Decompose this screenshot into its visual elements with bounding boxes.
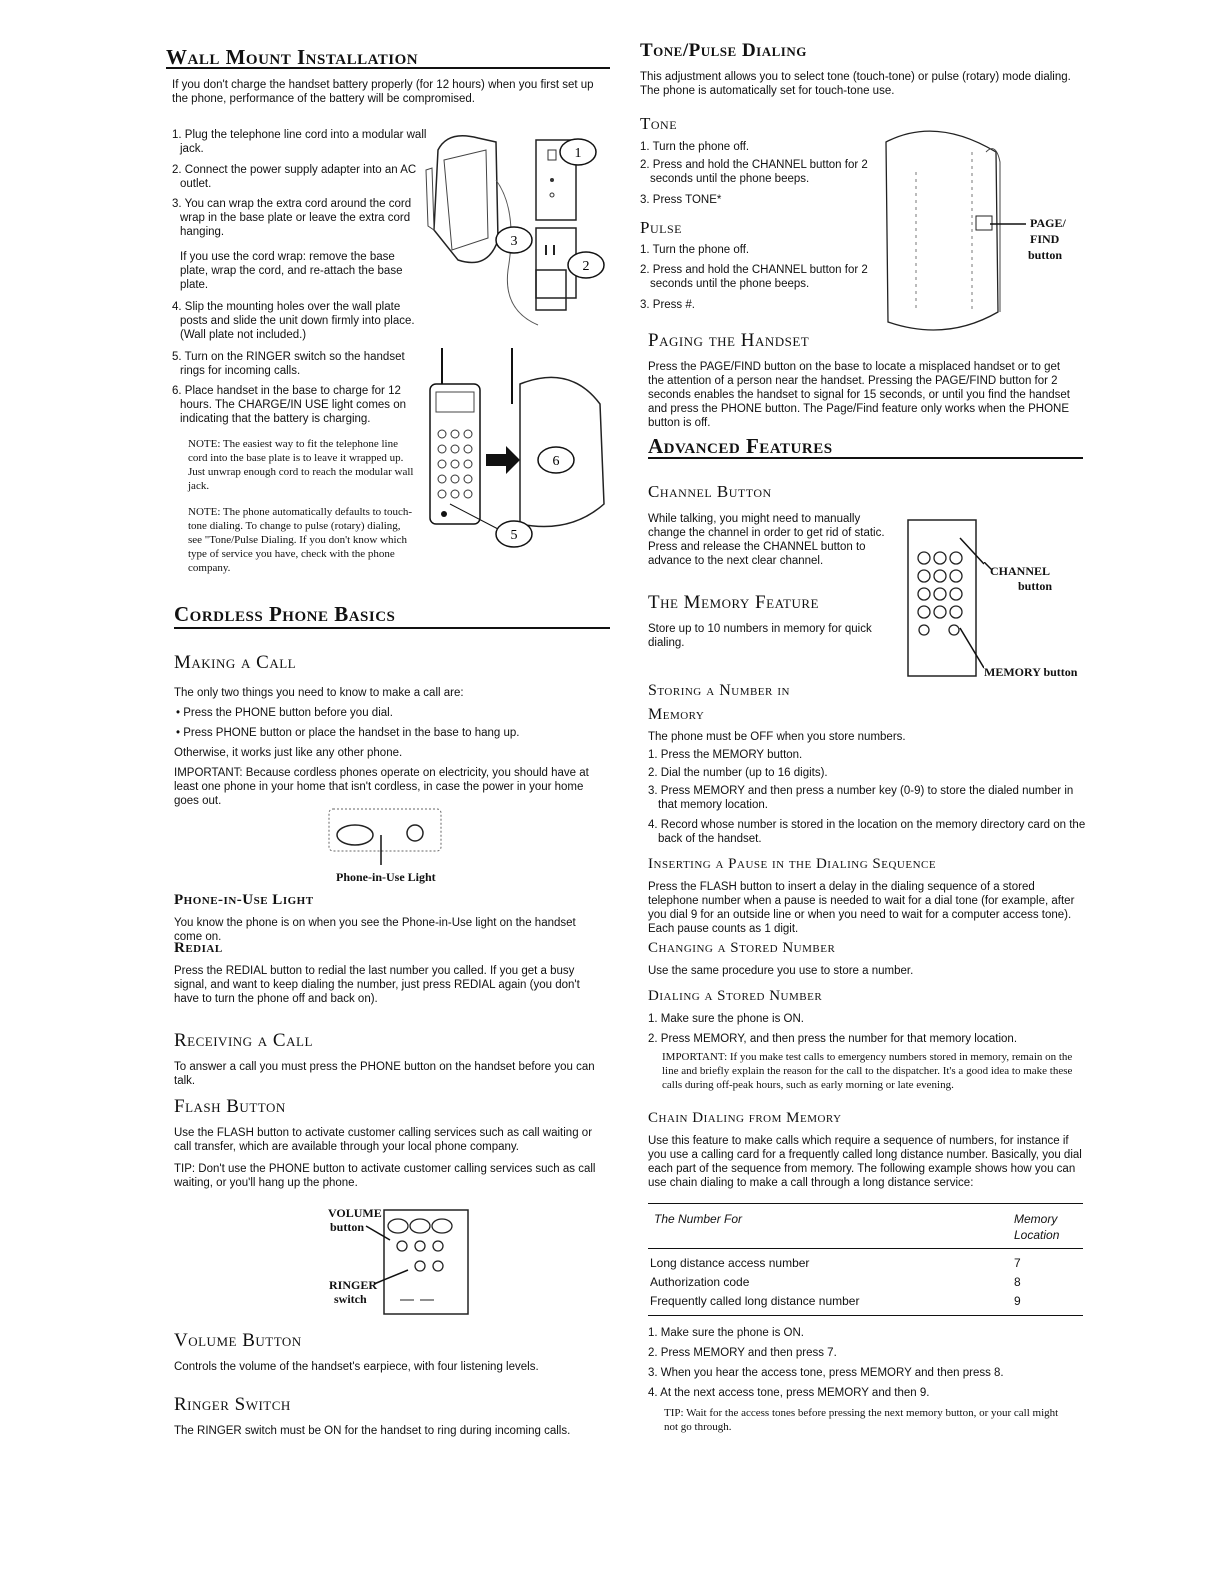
ringer-switch-text: The RINGER switch must be ON for the handset to ring during incoming calls.: [174, 1425, 571, 1437]
dialing-number-title: Dialing a Stored Number: [648, 988, 823, 1004]
storing-number-title-2: Memory: [648, 706, 705, 723]
volume-button-label-2: button: [330, 1220, 365, 1234]
cordless-basics-title: Cordless Phone Basics: [174, 602, 396, 626]
ringer-switch-label-2: switch: [334, 1292, 367, 1306]
page-find-label-1: PAGE/: [1030, 216, 1066, 230]
chain-step-4: 4. At the next access tone, press MEMORY and then 9.: [648, 1387, 930, 1399]
channel-memory-illustration: [904, 518, 984, 680]
wall-mount-title: Wall Mount Installation: [166, 45, 419, 69]
pause-title: Inserting a Pause in the Dialing Sequence: [648, 856, 937, 872]
callout-2: [568, 252, 604, 278]
callout-5: [496, 521, 532, 547]
table-row: [650, 1275, 1080, 1289]
table-cell-loc: 9: [1014, 1294, 1021, 1308]
volume-button-label: VOLUME: [328, 1206, 382, 1220]
chain-tip: TIP: Wait for the access tones before pressing the next memory button, or your call might not go through.: [664, 1407, 1059, 1433]
memory-label: MEMORY button: [984, 665, 1078, 679]
chain-table-head-right-1: Memory: [1014, 1212, 1058, 1226]
phone-in-use-caption: Phone-in-Use Light: [336, 870, 436, 884]
table-cell-loc: 8: [1014, 1275, 1021, 1289]
volume-ringer-illustration: [380, 1208, 476, 1316]
callout-3: [496, 227, 532, 253]
chain-table-top-rule: [648, 1203, 1083, 1204]
chain-dialing-text: Use this feature to make calls which require a sequence of numbers, for instance if you use a calling card for a frequently called long distance number. Basically, you dial each part of the sequence from memory. The following example shows how you can use chain dialing to make a call through a long distance service:: [648, 1135, 1082, 1189]
volume-button-text: Controls the volume of the handset's earpiece, with four listening levels.: [174, 1361, 539, 1373]
table-cell-loc: 7: [1014, 1256, 1021, 1270]
table-row: [650, 1294, 1080, 1308]
phone-in-use-illustration: [325, 805, 445, 867]
wall-mount-rule: [166, 67, 610, 69]
volume-button-title: Volume Button: [174, 1330, 302, 1351]
channel-button-text: While talking, you might need to manually change the channel in order to get rid of static. Press and release the CHANNEL button to advance to the next clear channel.: [648, 513, 885, 567]
wall-note-2: NOTE: The phone automatically defaults to touch-tone dialing. To change to pulse (rotary) dialing, see "Tone/Pulse Dialing. If you don't know which type of service you have, check with the phone company.: [188, 506, 413, 574]
redial-text: Press the REDIAL button to redial the last number you called. If you get a busy signal, and want to keep dialing the number, just press REDIAL again (you don't have to turn the phone off and back on).: [174, 965, 580, 1005]
making-call-intro: The only two things you need to know to make a call are:: [174, 687, 464, 699]
pulse-title: Pulse: [640, 218, 682, 237]
table-row: [650, 1256, 1080, 1270]
wall-mount-illustration: [418, 120, 614, 336]
chain-step-1: 1. Make sure the phone is ON.: [648, 1327, 804, 1339]
tone-pulse-intro: This adjustment allows you to select tone (touch-tone) or pulse (rotary) mode dialing. The phone is automatically set for touch-tone use.: [640, 71, 1071, 97]
pulse-step-1: 1. Turn the phone off.: [640, 244, 750, 256]
wall-step-1: 1. Plug the telephone line cord into a modular wall jack.: [172, 129, 427, 155]
advanced-rule: [648, 457, 1083, 459]
svg-text:6: 6: [552, 454, 560, 469]
tone-step-3: 3. Press TONE*: [640, 194, 722, 206]
making-call-otherwise: Otherwise, it works just like any other phone.: [174, 747, 403, 759]
making-call-important: IMPORTANT: Because cordless phones operate on electricity, you should have at least one phone in your home that isn't cordless, in case the power in your home goes out.: [174, 767, 589, 807]
pause-text: Press the FLASH button to insert a delay in the dialing sequence of a stored telephone number when a pause is needed to wait for a dial tone (for example, after you dial 9 for an outside line or when you need to wait for a computer access tone). Each pause counts as 1 digit.: [648, 881, 1075, 935]
svg-text:1: 1: [574, 146, 582, 161]
tone-step-2: 2. Press and hold the CHANNEL button for 2 seconds until the phone beeps.: [640, 159, 868, 185]
chain-table-mid-rule: [648, 1248, 1083, 1249]
wall-note-1: NOTE: The easiest way to fit the telephone line cord into the base plate is to leave it wrapped up. Just unwrap enough cord to reach the modular wall jack.: [188, 438, 414, 492]
tone-pulse-title: Tone/Pulse Dialing: [640, 40, 807, 61]
channel-label-1: CHANNEL: [990, 564, 1051, 578]
wall-step-3-note: If you use the cord wrap: remove the base plate, wrap the cord, and re-attach the base plate.: [180, 251, 403, 291]
wall-step-6: 6. Place handset in the base to charge for 12 hours. The CHARGE/IN USE light comes on indicating that the battery is charging.: [172, 385, 407, 425]
wall-step-5: 5. Turn on the RINGER switch so the handset rings for incoming calls.: [172, 351, 405, 377]
paging-text: Press the PAGE/FIND button on the base to locate a misplaced handset or to get the attention of a person near the handset. Pressing the PAGE/FIND button for 2 seconds enables the handset to signal for 15 seconds, or until you find the handset and press the PHONE button. The Page/Find feature only works when the PHONE button is off.: [648, 361, 1070, 429]
chain-dialing-title: Chain Dialing from Memory: [648, 1110, 842, 1126]
making-call-title: Making a Call: [174, 652, 297, 673]
table-cell-name: Long distance access number: [650, 1256, 810, 1270]
storing-step-2: 2. Dial the number (up to 16 digits).: [648, 767, 828, 779]
table-cell-name: Authorization code: [650, 1275, 750, 1289]
changing-number-text: Use the same procedure you use to store a number.: [648, 965, 914, 977]
storing-number-title-1: Storing a Number in: [648, 682, 790, 699]
phone-in-use-text: You know the phone is on when you see the Phone-in-Use light on the handset come on.: [174, 917, 576, 943]
changing-number-title: Changing a Stored Number: [648, 940, 836, 956]
flash-button-tip: TIP: Don't use the PHONE button to activate customer calling services such as call waiting, or you'll hang up the phone.: [174, 1163, 596, 1189]
making-call-bullet-1: • Press the PHONE button before you dial.: [176, 707, 393, 719]
chain-step-3: 3. When you hear the access tone, press MEMORY and then press 8.: [648, 1367, 1004, 1379]
receiving-call-text: To answer a call you must press the PHONE button on the handset before you can talk.: [174, 1061, 595, 1087]
flash-button-text: Use the FLASH button to activate customer calling services such as call waiting or call transfer, which are available through your local phone company.: [174, 1127, 593, 1153]
storing-step-3: 3. Press MEMORY and then press a number key (0-9) to store the dialed number in that memory location.: [648, 785, 1074, 811]
svg-text:3: 3: [510, 234, 518, 249]
dialing-step-1: 1. Make sure the phone is ON.: [648, 1013, 804, 1025]
chain-table-head-right-2: Location: [1014, 1228, 1060, 1242]
redial-title: Redial: [174, 940, 223, 956]
ringer-arrow: [372, 1268, 412, 1288]
table-cell-name: Frequently called long distance number: [650, 1294, 860, 1308]
svg-text:5: 5: [510, 528, 518, 543]
page-find-illustration: [876, 112, 1036, 342]
page-find-label-2: FIND: [1030, 232, 1060, 246]
chain-table-head-left: The Number For: [654, 1212, 743, 1226]
tone-step-1: 1. Turn the phone off.: [640, 141, 750, 153]
svg-text:2: 2: [582, 259, 590, 274]
callout-1: [560, 139, 596, 165]
pulse-step-2: 2. Press and hold the CHANNEL button for 2 seconds until the phone beeps.: [640, 264, 868, 290]
wall-mount-intro: If you don't charge the handset battery properly (for 12 hours) when you first set up the phone, performance of the battery will be compromised.: [172, 79, 594, 105]
wall-step-2: 2. Connect the power supply adapter into an AC outlet.: [172, 164, 417, 190]
chain-table-bottom-rule: [648, 1315, 1083, 1316]
channel-button-title: Channel Button: [648, 482, 772, 501]
page-find-label-3: button: [1028, 248, 1063, 262]
chain-step-2: 2. Press MEMORY and then press 7.: [648, 1347, 837, 1359]
memory-feature-text: Store up to 10 numbers in memory for quick dialing.: [648, 623, 872, 649]
wall-step-3: 3. You can wrap the extra cord around the cord wrap in the base plate or leave the extra cord hanging.: [172, 198, 412, 238]
phone-in-use-title: Phone-in-Use Light: [174, 892, 314, 908]
storing-off-text: The phone must be OFF when you store numbers.: [648, 731, 906, 743]
ringer-switch-label: RINGER: [329, 1278, 378, 1292]
wall-step-4: 4. Slip the mounting holes over the wall plate posts and slide the unit down firmly into place. (Wall plate not included.): [172, 301, 415, 341]
paging-title: Paging the Handset: [648, 330, 810, 351]
ringer-switch-title: Ringer Switch: [174, 1394, 291, 1415]
dialing-important: IMPORTANT: If you make test calls to emergency numbers stored in memory, remain on the line and briefly explain the reason for the call to the dispatcher. It's a good idea to make these calls during off-peak hours, such as early morning or late evening.: [662, 1051, 1073, 1091]
callout-6: [538, 447, 574, 473]
pulse-step-3: 3. Press #.: [640, 299, 695, 311]
tone-title: Tone: [640, 114, 678, 133]
making-call-bullet-2: • Press PHONE button or place the handset in the base to hang up.: [176, 727, 520, 739]
advanced-features-title: Advanced Features: [648, 434, 833, 458]
channel-label-2: button: [1018, 579, 1053, 593]
handset-base-illustration: [420, 344, 616, 554]
receiving-call-title: Receiving a Call: [174, 1030, 313, 1051]
memory-feature-title: The Memory Feature: [648, 592, 819, 613]
cordless-rule: [174, 627, 610, 629]
dialing-step-2: 2. Press MEMORY, and then press the number for that memory location.: [648, 1033, 1018, 1045]
flash-button-title: Flash Button: [174, 1096, 286, 1117]
storing-step-4: 4. Record whose number is stored in the location on the memory directory card on the back of the handset.: [648, 819, 1086, 845]
volume-arrow: [364, 1224, 394, 1244]
storing-step-1: 1. Press the MEMORY button.: [648, 749, 803, 761]
